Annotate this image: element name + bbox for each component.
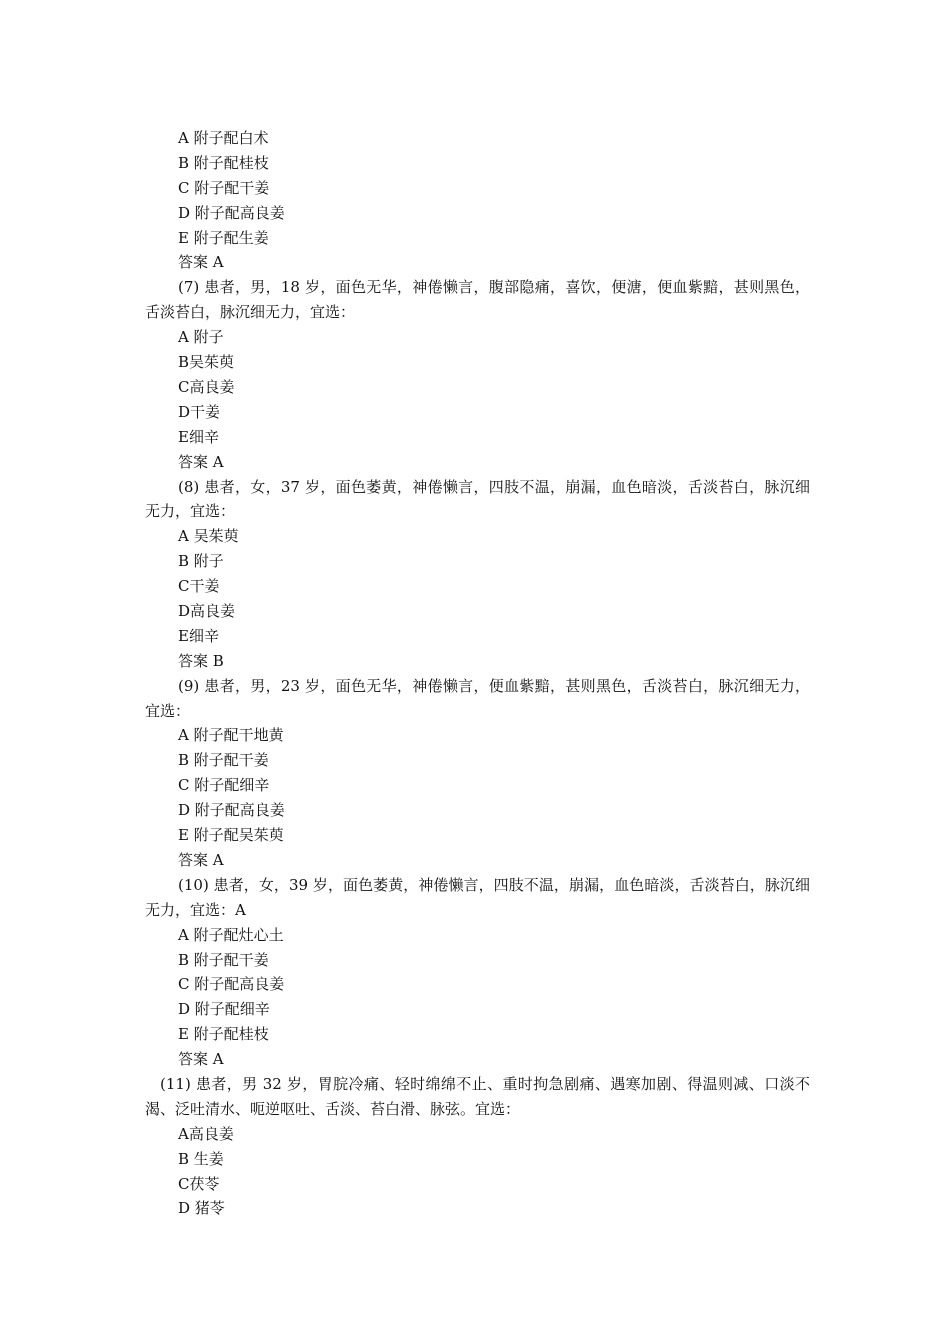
option-a: A 吴茱萸 — [178, 527, 239, 546]
option-e: E细辛 — [178, 626, 219, 645]
option-e: E 附子配吴茱萸 — [178, 826, 284, 845]
option-b: B 生姜 — [178, 1149, 224, 1168]
option-c: C 附子配干姜 — [178, 178, 270, 197]
answer: 答案 A — [178, 452, 224, 471]
option-c: C干姜 — [178, 577, 220, 596]
option-c: C茯苓 — [178, 1174, 220, 1193]
option-a: A高良姜 — [178, 1124, 234, 1143]
option-b: B 附子 — [178, 552, 224, 571]
answer: 答案 A — [178, 850, 224, 869]
answer: 答案 B — [178, 651, 224, 670]
option-c: C高良姜 — [178, 377, 235, 396]
option-d: D 附子配细辛 — [178, 1000, 270, 1019]
question-8: (8) 患者，女，37 岁，面色萎黄，神倦懒言，四肢不温，崩漏，血色暗淡，舌淡苔白，脉沉细无力，宜选： — [145, 477, 810, 521]
option-d: D 附子配高良姜 — [178, 801, 285, 820]
question-11: (11) 患者，男 32 岁，胃脘冷痛、轻时绵绵不止、重时拘急剧痛、遇寒加剧、得温则减、口淡不渴、泛吐清水、呃逆呕吐、舌淡、苔白滑、脉弦。宜选： — [145, 1074, 810, 1118]
option-a: A 附子配灶心土 — [178, 925, 284, 944]
answer: 答案 A — [178, 1050, 224, 1069]
document-content — [145, 126, 810, 1221]
question-9: (9) 患者，男，23 岁，面色无华，神倦懒言，便血紫黯，甚则黑色，舌淡苔白，脉沉细无力，宜选： — [145, 676, 810, 720]
option-d: D 猪苓 — [178, 1199, 225, 1218]
option-b: B吴茱萸 — [178, 353, 235, 372]
question-10: (10) 患者，女，39 岁，面色萎黄，神倦懒言，四肢不温，崩漏，血色暗淡，舌淡苔白，脉沉细无力，宜选：A — [145, 875, 810, 919]
option-c: C 附子配细辛 — [178, 776, 270, 795]
option-b: B 附子配干姜 — [178, 950, 269, 969]
option-a: A 附子配白术 — [178, 129, 269, 147]
option-b: B 附子配干姜 — [178, 751, 269, 770]
option-a: A 附子配干地黄 — [178, 726, 284, 745]
question-7: (7) 患者，男，18 岁，面色无华，神倦懒言，腹部隐痛，喜饮，便溏，便血紫黯，甚则黑色，舌淡苔白，脉沉细无力，宜选： — [145, 278, 810, 322]
option-d: D 附子配高良姜 — [178, 203, 285, 222]
option-e: E细辛 — [178, 427, 219, 446]
option-b: B 附子配桂枝 — [178, 153, 269, 172]
option-a: A 附子 — [178, 328, 224, 347]
option-d: D高良姜 — [178, 601, 236, 620]
option-e: E 附子配生姜 — [178, 228, 269, 247]
option-e: E 附子配桂枝 — [178, 1025, 269, 1044]
option-c: C 附子配高良姜 — [178, 975, 285, 994]
option-d: D干姜 — [178, 402, 221, 421]
answer: 答案 A — [178, 253, 224, 272]
